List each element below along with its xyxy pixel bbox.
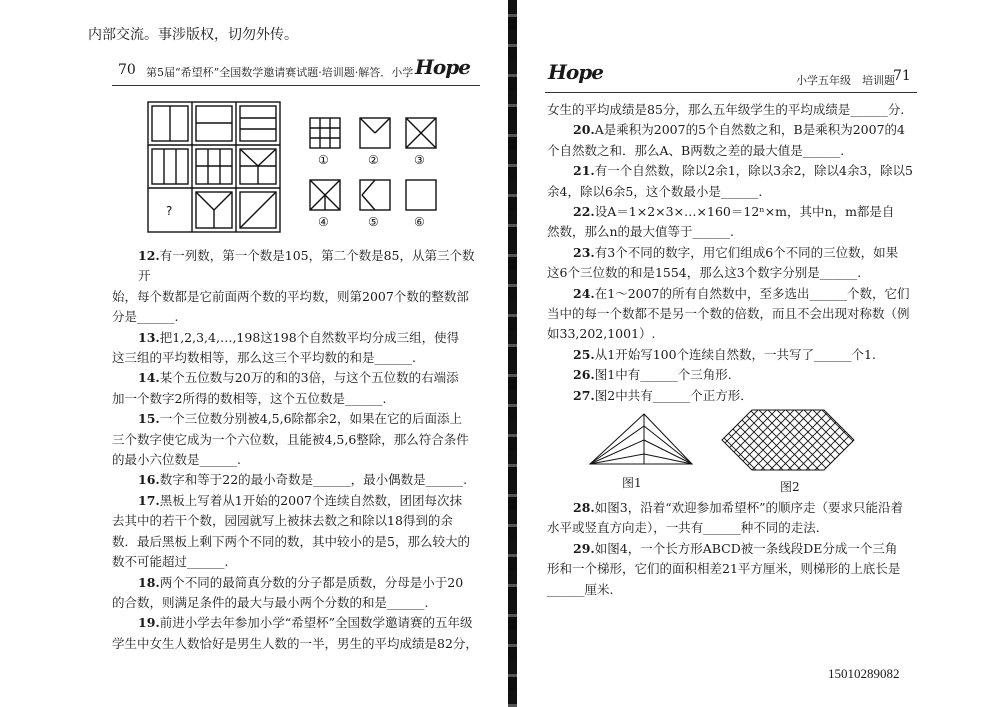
q-line: 数．最后黑板上剩下两个不同的数，其中较小的是5，那么较大的 bbox=[112, 533, 470, 549]
q-number: 14. bbox=[138, 370, 160, 386]
lattice-line bbox=[773, 406, 843, 474]
right-logo: Hope bbox=[548, 60, 603, 84]
option-label-4: ④ bbox=[318, 215, 329, 229]
q-line: 黑板上写着从1开始的2007个连续自然数，团团每次抹 bbox=[159, 492, 463, 508]
q-line: 始，每个数都是它前面两个数的平均数，则第2007个数的整数部 bbox=[112, 288, 469, 304]
pattern-figure bbox=[140, 98, 490, 238]
lattice-line bbox=[782, 406, 852, 474]
option-label-2: ② bbox=[368, 153, 379, 167]
q-line: 余4，除以6余5，这个数最小是______. bbox=[547, 183, 763, 199]
q-line: A是乘积为2007的5个自然数之和，B是乘积为2007的4 bbox=[594, 122, 905, 138]
missing-cell-label: ? bbox=[166, 204, 173, 218]
option-label-6: ⑥ bbox=[414, 215, 425, 229]
option-6 bbox=[406, 180, 436, 210]
q-line: 从1开始写100个连续自然数，一共写了______个1. bbox=[594, 346, 876, 362]
q-line: 前进小学去年参加小学“希望杯”全国数学邀请赛的五年级 bbox=[159, 615, 473, 631]
q-number: 24. bbox=[573, 285, 595, 301]
phone-number: 15010289082 bbox=[828, 666, 900, 681]
q-line: 把1,2,3,4,…,198这198个自然数平均分成三组，使得 bbox=[159, 329, 460, 345]
left-questions bbox=[112, 246, 484, 654]
q-line: 水平或竖直方向走），一共有______种不同的走法. bbox=[547, 520, 820, 536]
left-logo: Hope bbox=[415, 55, 470, 79]
right-header-rule bbox=[545, 92, 917, 93]
right-questions bbox=[547, 100, 919, 406]
figure-1 bbox=[586, 410, 696, 468]
figure-1-svg bbox=[586, 410, 696, 468]
option-label-5: ⑤ bbox=[368, 215, 379, 229]
q-number: 27. bbox=[573, 387, 595, 403]
q-number: 25. bbox=[573, 346, 595, 362]
left-header-title: 第5届“希望杯”全国数学邀请赛试题·培训题·解答．小学 bbox=[146, 66, 414, 79]
q-line: 形和一个梯形，它们的面积相差21平方厘米，则梯形的上底长是 bbox=[547, 561, 901, 577]
q-number: 12. bbox=[138, 248, 160, 263]
q-line: 数字和等于22的最小奇数是______，最小偶数是______. bbox=[159, 472, 468, 488]
q-number: 29. bbox=[573, 540, 595, 556]
q-line: 的最小六位数是______. bbox=[112, 452, 241, 468]
q-line: 个自然数之和．那么A、B两数之差的最大值是______. bbox=[547, 142, 845, 158]
q-line: 图2中共有______个正方形． bbox=[594, 387, 753, 403]
q-number: 16. bbox=[138, 472, 160, 488]
q-line: 女生的平均成绩是85分，那么五年级学生的平均成绩是______分. bbox=[547, 102, 905, 117]
q-number: 23. bbox=[573, 244, 595, 260]
q-number: 21. bbox=[573, 163, 595, 179]
lattice-line bbox=[719, 406, 789, 474]
q-number: 22. bbox=[573, 204, 595, 220]
q-line: 当中的每一个数都不是另一个数的倍数，而且不会出现对称数（例 bbox=[547, 306, 910, 322]
lattice-line bbox=[791, 406, 858, 474]
figure-2-caption: 图2 bbox=[780, 480, 800, 494]
q-line: 这6个三位数的和是1554，那么这3个数字分别是______. bbox=[547, 265, 862, 281]
q-number: 19. bbox=[138, 615, 160, 631]
book-spine bbox=[508, 0, 517, 707]
q-number: 18. bbox=[138, 574, 160, 590]
q-number: 13. bbox=[138, 329, 160, 345]
option-5 bbox=[360, 180, 390, 210]
q-line: 如图4，一个长方形ABCD被一条线段DE分成一个三角 bbox=[594, 540, 898, 556]
q-line: ______厘米. bbox=[547, 581, 614, 597]
option-1 bbox=[310, 118, 340, 148]
q-line: 数不可能超过______. bbox=[112, 554, 229, 570]
watermark-text: 内部交流。事涉版权，切勿外传。 bbox=[88, 27, 298, 43]
right-questions-after bbox=[547, 498, 919, 600]
q-line: 两个不同的最简真分数的分子都是质数，分母是小于20 bbox=[159, 574, 464, 590]
right-page-number: 71 bbox=[893, 68, 911, 84]
figure-2 bbox=[718, 406, 858, 474]
q-line: 在1～2007的所有自然数中，至多选出______个数，它们 bbox=[594, 285, 910, 301]
pattern-figure-svg bbox=[140, 98, 490, 238]
q-line: 一个三位数分别被4,5,6除都余2，如果在它的后面添上 bbox=[159, 411, 463, 427]
q-line: 去其中的若干个数，园园就写上被抹去数之和除以18得到的余 bbox=[112, 513, 453, 529]
figure-2-svg bbox=[718, 406, 858, 474]
q-number: 26. bbox=[573, 367, 595, 383]
q-line: 的合数，则满足条件的最大与最小两个分数的和是______. bbox=[112, 594, 429, 610]
q-line: 学生中女生人数恰好是男生人数的一半，男生的平均成绩是82分， bbox=[112, 635, 478, 651]
q-line: 如33,202,1001）. bbox=[547, 326, 656, 342]
q-number: 28. bbox=[573, 500, 595, 515]
q-line: 然数，那么n的最大值等于______. bbox=[547, 224, 735, 240]
q-line: 某个五位数与20万的和的3倍，与这个五位数的右端添 bbox=[159, 370, 459, 386]
option-label-3: ③ bbox=[414, 153, 425, 167]
q-line: 有3个不同的数字，用它们组成6个不同的三位数，如果 bbox=[594, 244, 899, 260]
q-number: 20. bbox=[573, 122, 595, 138]
lattice-line bbox=[728, 406, 798, 474]
q-number: 17. bbox=[138, 492, 160, 508]
q-line: 有一列数，第一个数是105，第二个数是85，从第三个数开 bbox=[138, 248, 475, 284]
q-line: 设A＝1×2×3×…×160＝12ⁿ×m，其中n，m都是自 bbox=[594, 204, 895, 220]
right-header-title: 小学五年级 培训题 bbox=[796, 74, 895, 87]
q-line: 加一个数字2所得的数相等，这个五位数是______. bbox=[112, 390, 387, 406]
q-line: 分是______. bbox=[112, 309, 179, 325]
q-line: 有一个自然数，除以2余1，除以3余2，除以4余3，除以5 bbox=[594, 163, 913, 179]
q-line: 三个数字使它成为一个六位数，且能被4,5,6整除，那么符合条件 bbox=[112, 431, 469, 447]
left-page-number: 70 bbox=[118, 62, 136, 78]
q-line: 如图3，沿着“欢迎参加希望杯”的顺序走（要求只能沿着 bbox=[594, 500, 903, 515]
lattice-group bbox=[718, 406, 858, 474]
option-label-1: ① bbox=[318, 153, 329, 167]
q-line: 图1中有______个三角形. bbox=[594, 367, 732, 383]
q-line: 这三组的平均数相等，那么这三个平均数的和是______. bbox=[112, 350, 416, 366]
left-header-rule bbox=[112, 85, 480, 86]
figure-1-caption: 图1 bbox=[622, 476, 642, 490]
q-number: 15. bbox=[138, 411, 160, 427]
